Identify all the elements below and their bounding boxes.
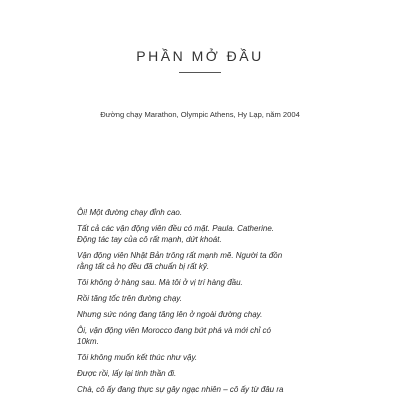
paragraph: Được rồi, lấy lại tinh thần đi. [77, 369, 177, 378]
paragraph: Vận động viên Nhật Bản trông rất mạnh mẽ. Người ta đồn rằng tất cả họ đều đã chuẩn bị rất kỹ. [77, 251, 283, 271]
epigraph: Đường chạy Marathon, Olympic Athens, Hy Lạp, năm 2004 [100, 110, 300, 119]
paragraph: Ôi, vận động viên Morocco đang bứt phá và mới chỉ có 10km. [77, 326, 272, 346]
title-divider [179, 72, 221, 73]
paragraph: Ôi! Một đường chạy đỉnh cao. [77, 208, 183, 217]
chapter-title: PHẦN MỞ ĐẦU [136, 48, 264, 64]
paragraph: Chà, cô ấy đang thực sự gây ngạc nhiên – cô ấy từ đâu ra [77, 385, 284, 394]
paragraph: Tôi không muốn kết thúc như vậy. [77, 353, 198, 362]
body-text [77, 207, 327, 400]
paragraph: Tất cả các vận động viên đều có mặt. Paula. Catherine. Động tác tay của cô rất mạnh, dứt khoát. [77, 224, 275, 244]
paragraph: Tôi không ở hàng sau. Mà tôi ở vị trí hàng đầu. [77, 278, 243, 287]
paragraph: Rồi tăng tốc trên đường chạy. [77, 294, 182, 303]
paragraph: Nhưng sức nóng đang tăng lên ở ngoài đường chạy. [77, 310, 263, 319]
